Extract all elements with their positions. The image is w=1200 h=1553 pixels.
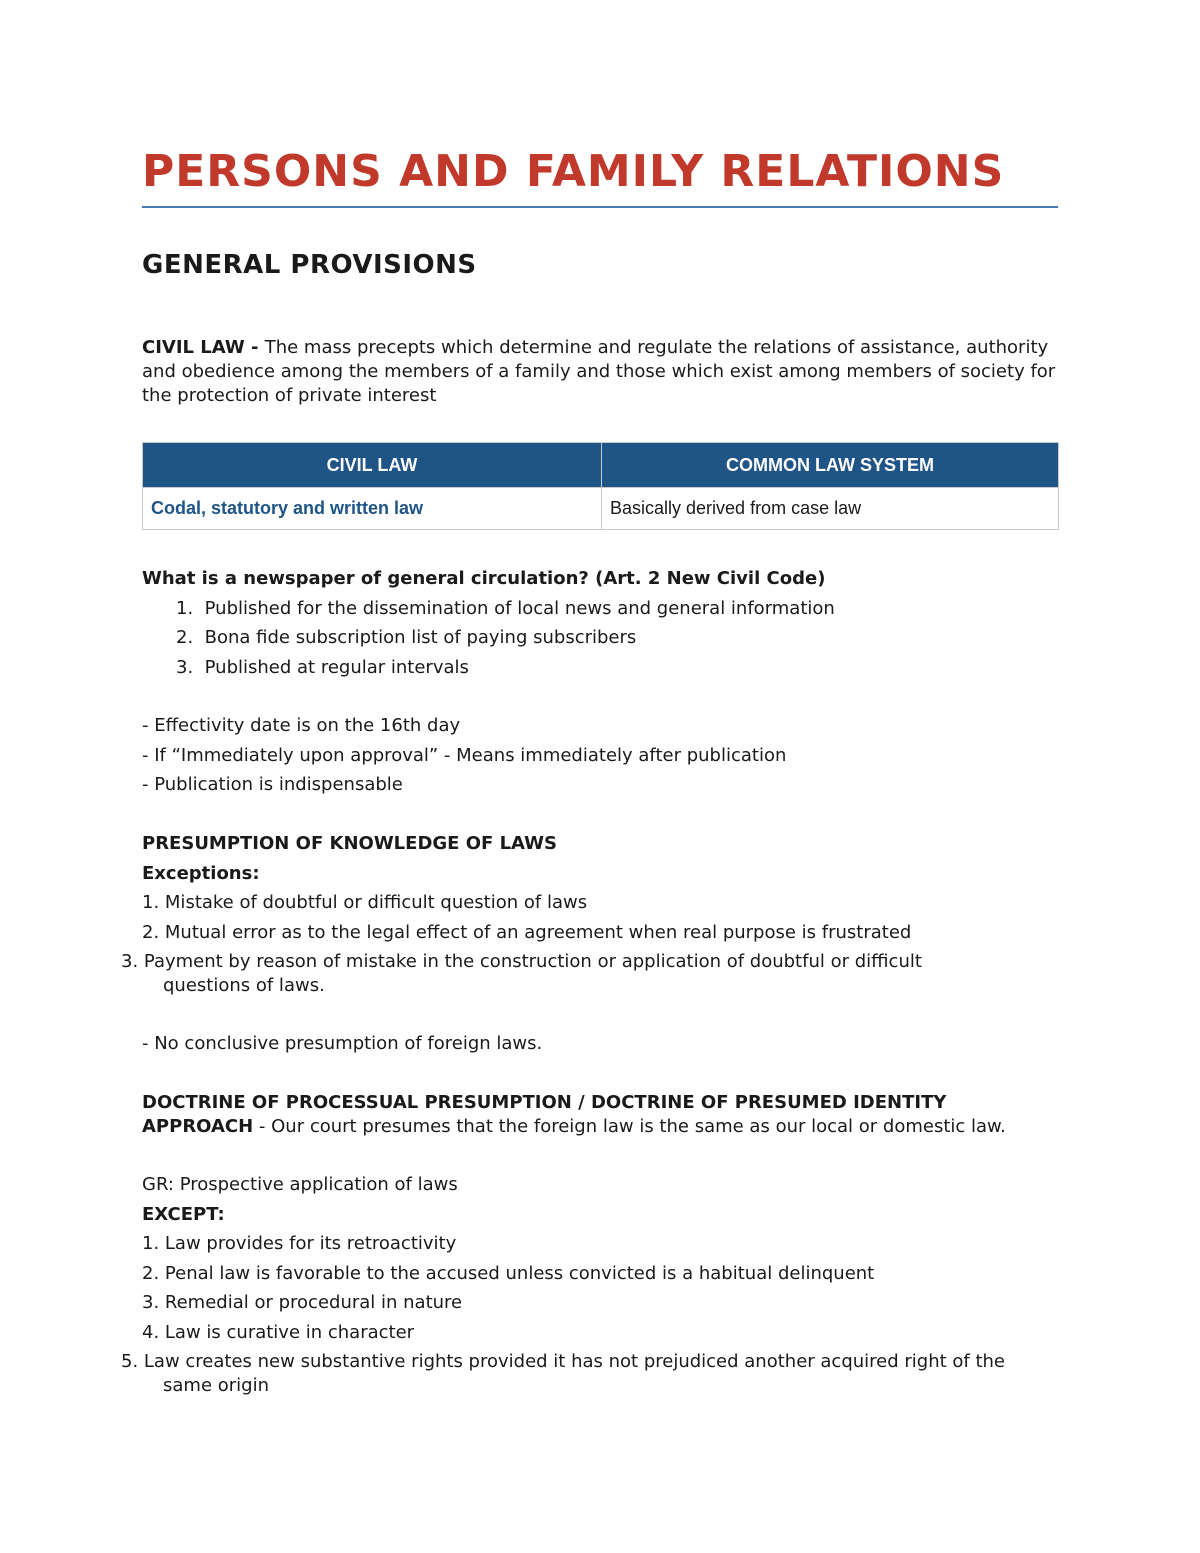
doctrine-paragraph [142,1091,1058,1139]
list-item: 2. Penal law is favorable to the accused unless convicted is a habitual delinquent [142,1263,875,1284]
list-item: 4. Law is curative in character [142,1322,415,1343]
list-item: 3. Published at regular intervals [176,657,469,678]
doctrine-text: - Our court presumes that the foreign law is the same as our local or domestic law. [253,1116,1006,1137]
title-underline [142,206,1058,208]
section-heading: GENERAL PROVISIONS [142,250,477,280]
except-label: EXCEPT: [142,1204,225,1225]
table-cell-civil-law: Codal, statutory and written law [143,488,602,530]
table-header-common-law: COMMON LAW SYSTEM [602,443,1059,488]
list-item: 3. Remedial or procedural in nature [142,1292,463,1313]
page-title: PERSONS AND FAMILY RELATIONS [142,146,1005,197]
list-item: 2. Mutual error as to the legal effect of an agreement when real purpose is frustrated [142,922,912,943]
list-item: 3. Payment by reason of mistake in the construction or application of doubtful or difficult questions of laws. [121,951,922,996]
note-item: - If “Immediately upon approval” - Means immediately after publication [142,745,787,766]
list-item: 5. Law creates new substantive rights provided it has not prejudiced another acquired right of the same origin [121,1351,1006,1396]
exceptions-label: Exceptions: [142,863,260,884]
doctrine-term: DOCTRINE OF PROCESSUAL PRESUMPTION / DOCTRINE OF PRESUMED IDENTITY APPROACH [142,1092,947,1137]
comparison-table [142,442,1059,530]
list-item: 2. Bona fide subscription list of paying subscribers [176,627,637,648]
civil-law-text: The mass precepts which determine and regulate the relations of assistance, authority and obedience among the members of a family and those which exist among members of society for the protection of private interest [142,337,1056,406]
list-item: 1. Published for the dissemination of local news and general information [176,598,835,619]
table-row [143,488,1059,530]
note-item: - Publication is indispensable [142,774,403,795]
general-rule: GR: Prospective application of laws [142,1174,458,1195]
list-item: 1. Law provides for its retroactivity [142,1233,457,1254]
note-item: - No conclusive presumption of foreign laws. [142,1033,543,1054]
presumption-heading: PRESUMPTION OF KNOWLEDGE OF LAWS [142,833,557,854]
newspaper-question: What is a newspaper of general circulation? (Art. 2 New Civil Code) [142,568,826,589]
table-header-row [143,443,1059,488]
note-item: - Effectivity date is on the 16th day [142,715,461,736]
list-item: 1. Mistake of doubtful or difficult question of laws [142,892,588,913]
table-header-civil-law: CIVIL LAW [143,443,602,488]
civil-law-term: CIVIL LAW - [142,337,265,358]
table-cell-common-law: Basically derived from case law [602,488,1059,530]
civil-law-definition [142,336,1058,408]
